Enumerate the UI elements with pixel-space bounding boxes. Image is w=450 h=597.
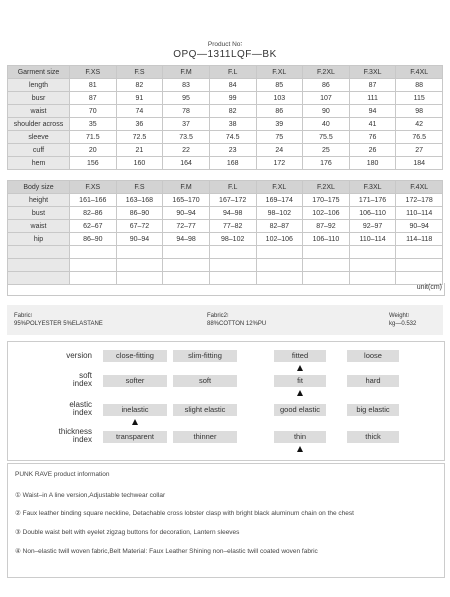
table-cell: 156	[70, 157, 117, 170]
table-header-cell: F.L	[209, 181, 256, 194]
fabric-panel	[7, 305, 443, 335]
table-cell: 22	[163, 144, 210, 157]
index-label: version	[66, 351, 92, 360]
table-cell: 27	[396, 144, 443, 157]
table-cell: 163–168	[116, 194, 163, 207]
table-cell: 42	[396, 118, 443, 131]
table-cell	[163, 246, 210, 259]
table-cell: 90–94	[396, 220, 443, 233]
index-option: fit	[274, 375, 326, 387]
index-option: inelastic	[103, 404, 167, 416]
table-row	[8, 220, 443, 233]
table-cell	[349, 259, 396, 272]
table-header-cell: F.XL	[256, 66, 303, 79]
table-row	[8, 118, 443, 131]
table-row	[8, 79, 443, 92]
table-cell: 161–166	[70, 194, 117, 207]
table-cell	[256, 259, 303, 272]
index-panel	[7, 341, 445, 461]
product-no-label: Product No∶	[207, 41, 243, 48]
fabric1	[14, 312, 103, 328]
table-cell	[349, 246, 396, 259]
table-cell: 165–170	[163, 194, 210, 207]
weight-label: Weight∶	[389, 313, 410, 319]
table-cell: 114–118	[396, 233, 443, 246]
table-cell: 87–92	[303, 220, 350, 233]
table-cell: 77–82	[209, 220, 256, 233]
table-cell: 84	[209, 79, 256, 92]
row-label: shoulder across	[8, 118, 70, 131]
table-cell: 21	[116, 144, 163, 157]
table-cell: 88	[396, 79, 443, 92]
table-header-cell: F.S	[116, 66, 163, 79]
table-cell: 87	[70, 92, 117, 105]
table-cell: 85	[256, 79, 303, 92]
table-cell: 110–114	[349, 233, 396, 246]
row-label: length	[8, 79, 70, 92]
fabric1-label: Fabric∶	[14, 313, 33, 319]
unit-label: unit(cm)	[416, 284, 442, 291]
table-cell	[303, 259, 350, 272]
body-size-table	[7, 180, 443, 285]
table-cell: 168	[209, 157, 256, 170]
table-cell: 76.5	[396, 131, 443, 144]
info-item: ② Faux leather binding square neckline, Detachable cross lobster clasp with bright black aluminum chain on the chest	[15, 510, 354, 517]
table-cell: 74	[116, 105, 163, 118]
table-header-cell: Garment size	[8, 66, 70, 79]
table-cell: 171–176	[349, 194, 396, 207]
index-option: big elastic	[347, 404, 399, 416]
table-header-cell: F.2XL	[303, 66, 350, 79]
row-label: cuff	[8, 144, 70, 157]
table-cell: 25	[303, 144, 350, 157]
table-cell	[256, 246, 303, 259]
table-cell	[303, 246, 350, 259]
table-header-cell: F.S	[116, 181, 163, 194]
table-header-cell: F.4XL	[396, 66, 443, 79]
unit-row	[7, 283, 445, 296]
info-title: PUNK RAVE product information	[15, 471, 110, 478]
table-cell	[116, 259, 163, 272]
table-cell: 70	[70, 105, 117, 118]
table-cell: 36	[116, 118, 163, 131]
table-cell: 71.5	[70, 131, 117, 144]
table-header-cell: F.XS	[70, 66, 117, 79]
table-cell: 164	[163, 157, 210, 170]
table-cell	[70, 259, 117, 272]
table-cell: 103	[256, 92, 303, 105]
table-cell: 76	[349, 131, 396, 144]
table-cell: 98	[396, 105, 443, 118]
table-cell: 98–102	[209, 233, 256, 246]
index-option: close-fitting	[103, 350, 167, 362]
row-label: hip	[8, 233, 70, 246]
table-row	[8, 157, 443, 170]
table-cell: 167–172	[209, 194, 256, 207]
table-cell: 82–87	[256, 220, 303, 233]
index-option: thick	[347, 431, 399, 443]
table-row	[8, 233, 443, 246]
table-row	[8, 92, 443, 105]
table-cell: 86–90	[116, 207, 163, 220]
garment-size-table	[7, 65, 443, 170]
table-cell: 95	[163, 92, 210, 105]
table-cell: 74.5	[209, 131, 256, 144]
table-cell: 107	[303, 92, 350, 105]
row-label: hem	[8, 157, 70, 170]
index-option: thin	[274, 431, 326, 443]
table-cell: 82	[116, 79, 163, 92]
garment-header-row	[8, 66, 443, 79]
info-item: ① Waist–in A line version,Adjustable techwear collar	[15, 492, 166, 499]
table-cell: 86	[256, 105, 303, 118]
table-cell: 72–77	[163, 220, 210, 233]
index-label: thickness index	[58, 427, 92, 444]
table-row	[8, 207, 443, 220]
index-option: hard	[347, 375, 399, 387]
selected-arrow-icon	[132, 419, 138, 425]
table-cell: 102–106	[256, 233, 303, 246]
table-cell: 38	[209, 118, 256, 131]
table-cell	[209, 259, 256, 272]
table-cell	[396, 246, 443, 259]
table-cell: 172	[256, 157, 303, 170]
table-cell: 90–94	[116, 233, 163, 246]
weight	[389, 312, 416, 328]
table-cell: 170–175	[303, 194, 350, 207]
table-cell: 169–174	[256, 194, 303, 207]
table-cell: 106–110	[303, 233, 350, 246]
table-row	[8, 131, 443, 144]
row-label: busr	[8, 92, 70, 105]
table-cell: 86–90	[70, 233, 117, 246]
table-cell: 102–106	[303, 207, 350, 220]
table-cell: 172–178	[396, 194, 443, 207]
table-cell: 111	[349, 92, 396, 105]
table-header-cell: Body size	[8, 181, 70, 194]
table-cell: 92–97	[349, 220, 396, 233]
fabric2-value: 88%COTTON 12%PU	[207, 321, 267, 327]
index-label: elastic index	[69, 400, 92, 417]
product-no: OPQ—1311LQF—BK	[173, 49, 277, 60]
table-cell: 82–86	[70, 207, 117, 220]
index-option: slight elastic	[173, 404, 237, 416]
table-cell: 20	[70, 144, 117, 157]
table-row	[8, 194, 443, 207]
blank-row	[8, 246, 443, 259]
table-cell: 160	[116, 157, 163, 170]
table-cell	[116, 246, 163, 259]
table-cell: 78	[163, 105, 210, 118]
table-cell: 180	[349, 157, 396, 170]
index-label: soft index	[72, 371, 92, 388]
table-cell: 26	[349, 144, 396, 157]
table-cell: 81	[70, 79, 117, 92]
blank-row	[8, 259, 443, 272]
row-label: bust	[8, 207, 70, 220]
table-cell: 87	[349, 79, 396, 92]
table-cell: 62–67	[70, 220, 117, 233]
table-cell: 83	[163, 79, 210, 92]
table-cell: 75.5	[303, 131, 350, 144]
table-cell: 94	[349, 105, 396, 118]
index-option: loose	[347, 350, 399, 362]
table-header-cell: F.2XL	[303, 181, 350, 194]
table-cell: 91	[116, 92, 163, 105]
table-cell: 82	[209, 105, 256, 118]
table-cell: 41	[349, 118, 396, 131]
row-label: waist	[8, 220, 70, 233]
info-item: ④ Non–elastic twill woven fabric,Belt Material: Faux Leather Shining non–elastic twill coated woven fabric	[15, 548, 318, 555]
table-cell: 115	[396, 92, 443, 105]
table-cell: 72.5	[116, 131, 163, 144]
table-cell: 176	[303, 157, 350, 170]
table-cell: 37	[163, 118, 210, 131]
weight-value: kg—0.532	[389, 321, 417, 327]
selected-arrow-icon	[297, 365, 303, 371]
table-cell: 99	[209, 92, 256, 105]
table-cell: 106–110	[349, 207, 396, 220]
table-header-cell: F.M	[163, 181, 210, 194]
table-cell: 23	[209, 144, 256, 157]
table-cell: 86	[303, 79, 350, 92]
table-header-cell: F.4XL	[396, 181, 443, 194]
table-header-cell: F.M	[163, 66, 210, 79]
index-option: softer	[103, 375, 167, 387]
table-header-cell: F.3XL	[349, 181, 396, 194]
table-cell: 73.5	[163, 131, 210, 144]
body-header-row	[8, 181, 443, 194]
selected-arrow-icon	[297, 446, 303, 452]
table-cell: 40	[303, 118, 350, 131]
table-cell: 110–114	[396, 207, 443, 220]
table-header-cell: F.XS	[70, 181, 117, 194]
table-row	[8, 144, 443, 157]
index-option: soft	[173, 375, 237, 387]
row-label: height	[8, 194, 70, 207]
fabric2-label: Fabric2∶	[207, 313, 229, 319]
fabric1-value: 95%POLYESTER 5%ELASTANE	[14, 321, 103, 327]
index-option: fitted	[274, 350, 326, 362]
table-cell: 39	[256, 118, 303, 131]
table-cell: 90	[303, 105, 350, 118]
table-cell: 94–98	[163, 233, 210, 246]
index-option: good elastic	[274, 404, 326, 416]
table-cell	[8, 259, 70, 272]
fabric2	[207, 312, 266, 328]
index-option: slim-fitting	[173, 350, 237, 362]
table-cell	[163, 259, 210, 272]
table-cell	[8, 246, 70, 259]
table-cell	[70, 246, 117, 259]
table-cell	[209, 246, 256, 259]
row-label: waist	[8, 105, 70, 118]
table-header-cell: F.XL	[256, 181, 303, 194]
table-cell: 184	[396, 157, 443, 170]
selected-arrow-icon	[297, 390, 303, 396]
table-header-cell: F.3XL	[349, 66, 396, 79]
table-cell: 75	[256, 131, 303, 144]
product-info-panel	[7, 463, 445, 578]
table-cell: 90–94	[163, 207, 210, 220]
table-cell: 35	[70, 118, 117, 131]
table-header-cell: F.L	[209, 66, 256, 79]
info-item: ③ Double waist belt with eyelet zigzag buttons for decoration, Lantern sleeves	[15, 529, 240, 536]
index-option: thinner	[173, 431, 237, 443]
table-cell: 94–98	[209, 207, 256, 220]
table-cell: 98–102	[256, 207, 303, 220]
index-option: transparent	[103, 431, 167, 443]
table-row	[8, 105, 443, 118]
table-cell: 24	[256, 144, 303, 157]
row-label: sleeve	[8, 131, 70, 144]
table-cell: 67–72	[116, 220, 163, 233]
table-cell	[396, 259, 443, 272]
